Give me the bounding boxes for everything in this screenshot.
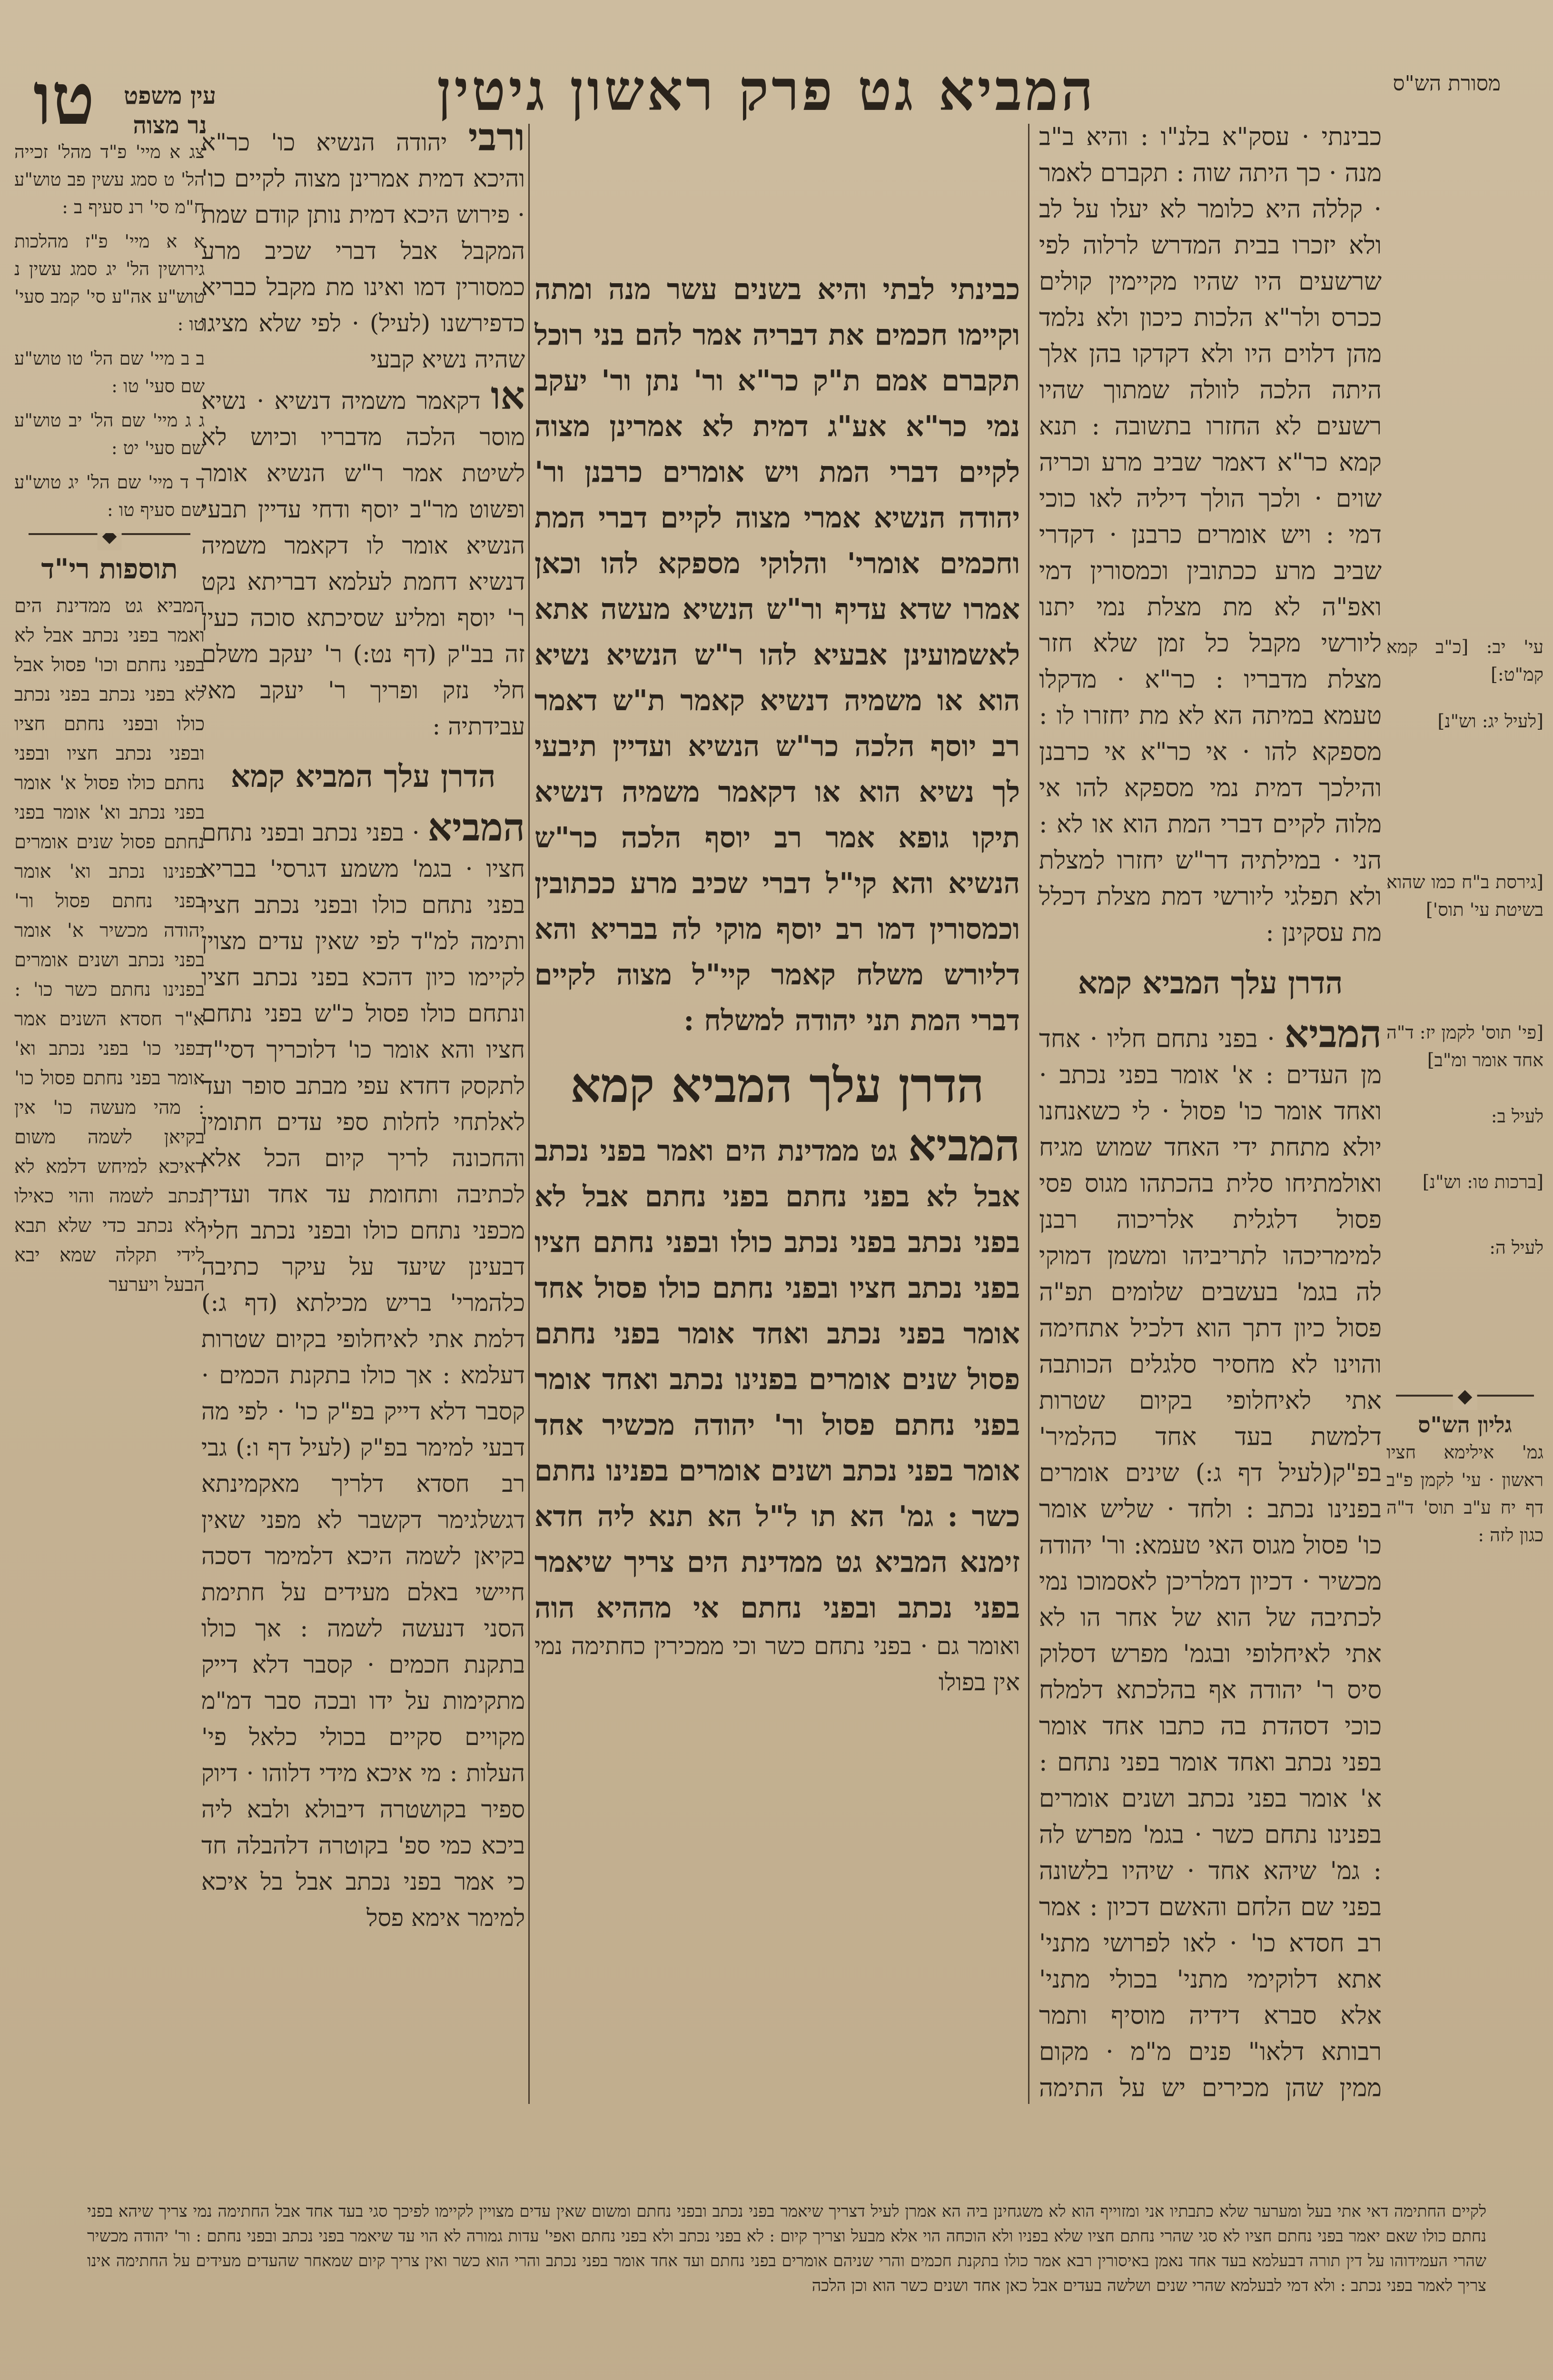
tosafot-text-1b: דקאמר משמיה דנשיא · נשיא מוסר הלכה מדבריו וכיוש לא לשיטת אמר ר"ש הנשיא אומר ופשוט מר"ב יוסף ודחי עדיין תבעי הנשיא אומר לו דקאמר משמיה דנשיא דחמת לעלמא דבריתא נקט ר' יוסף ומליע שסיכתא סוכה כעין זה בב"ק (דף נט:) ר' יעקב משלם חלי נזק ופריך ר' יעקב מאי עבידתיה :	[201, 387, 525, 740]
rid-text: המביא גט ממדינת הים ואמר בפני נכתב אבל לא בפני נחתם וכו' פסול אבל לא בפני נכתב בפני נכתב כולו ובפני נחתם חציו ובפני נכתב חציו ובפני נחתם כולו פסול א' אומר בפני נכתב וא' אומר בפני נחתם פסול שנים אומרים בפנינו נכתב וא' אומר בפני נחתם פסול ור' יהודה מכשיר א' אומר בפני נכתב ושנים אומרים בפנינו נחתם כשר כו' : א"ר חסדא השנים אמר בפני כו' בפני נכתב וא' אומר בפני נחתם פסול כו' : מהי מעשה כו' אין בקיאן לשמה משום דאיכא למיחש דלמא לא נכתב לשמה והוי כאילו לא נכתב כדי שלא תבא לידי תקלה שמא יבא הבעל ויערער	[14, 595, 205, 1296]
hadran-rashi: הדרן עלך המביא קמא	[1078, 965, 1343, 1001]
tosafot-text-1: יהודה הנשיא כו' כר"א והיכא דמית אמרינן מצוה לקיים כו' · פירוש היכא דמית נותן קודם שמת המקבל אבל דברי שכיב מרע כמסורין דמו ואינו מת מקבל כבריא כדפירשנו (לעיל) · לפי שלא מציגו שהיה נשיא קבעי	[201, 129, 525, 373]
ref-item: [גירסת ב"ח כמו שהוא בשיטת עי' תוס']	[1386, 872, 1543, 920]
ref-item: לעיל ה:	[1489, 1237, 1543, 1258]
ein-mishpat-item: א א מיי' פ"ז מהלכות גירושין הל' יג סמג עשין נ טוש"ע אה"ע סי' קמב סעי' טו :	[14, 231, 205, 335]
ref-item: [פי' תוס' לקמן יז: ד"ה אחד אומר ומ"ב]	[1386, 1022, 1543, 1071]
gemara-text-3: ואומר גם · בפני נתחם כשר וכי ממכירין כחתימה נמי אין בפולו	[534, 1632, 1020, 1696]
tosafot-lead-word-3: המביא	[427, 805, 525, 850]
hadran-tosafot: הדרן עלך המביא קמא	[230, 759, 496, 794]
bottom-commentary: לקיים החתימה דאי אתי בעל ומערער שלא כתבתיו אני ומזוייף הוא לא משגחינן ביה הא אמרן לעיל דצריך שיאמר בפני נכתב ובפני נחתם ומשום שאין עדים מצויין לקיימו לפיכך סגי בעד אחד אבל החתימה נמי צריך שיהא בפני נחתם כולו שאם יאמר בפני נחתם חציו לא סגי שהרי נחתם חציו שלא בפניו ולא הוכחה הוי אלא מבעל וצריך קיום : לא בפני נכתב ולא בפני נחתם ואפי' עדות גמורה לא הוי עד שיאמר בפני נכתב ובפני נחתם : ור' יהודה מכשיר שהרי העמידוהו על דין תורה דבעלמא בעד אחד נאמן באיסורין רבא אמר כולו בתקנת חכמים והרי שניהם אומרים בפני נחתם ועד אחד אומר בפני נכתב והרי הוא כשר ואין צריך קיום שמאחר שהעדים מעידים על החתימה אינו צריך לאמר בפני נכתב : ולא דמי לבעלמא שהרי שנים ושלשה בעדים אבל כאן אחד ושנים כשר הוא וכן הלכה	[87, 2202, 1486, 2295]
tosafot-rid-column	[14, 533, 205, 2113]
ref-item: עי' יב: [כ"ב קמא קמ"ט:]	[1386, 636, 1543, 685]
ref-item: [ברכות טו: וש"נ]	[1422, 1171, 1543, 1192]
tosafot-column	[201, 119, 525, 2109]
rashi-lead-word: המביא	[1284, 1012, 1382, 1056]
gemara-continuation	[534, 1628, 1020, 2104]
ein-mishpat-header: עין משפט נר מצוה	[124, 81, 216, 139]
ref-item: [לעיל יג: וש"נ]	[1437, 711, 1543, 732]
mishna-lead-word: המביא	[908, 1120, 1020, 1171]
ein-mishpat-item: צג א מיי' פ"ד מהל' זכייה הל' ט סמג עשין פב טוש"ע ח"מ סי' רנ סעיף ב :	[14, 141, 205, 218]
ein-mishpat-column	[14, 138, 205, 528]
gilyon-hashas	[1386, 1390, 1543, 1628]
rashi-column	[1039, 119, 1382, 2109]
tosafot-lead-word-2: או	[491, 373, 525, 418]
hadran-gemara: הדרן עלך המביא קמא	[570, 1057, 984, 1113]
daf-number: טו	[33, 57, 95, 141]
gemara-text-2: גט ממדינת הים ואמר בפני נכתב אבל לא בפני נחתם בפני נחתם אבל לא בפני נכתב בפני נכתב כולו ובפני נחתם חציו בפני נכתב חציו ובפני נחתם כולו פסול אחד אומר בפני נכתב ואחד אומר בפני נחתם פסול שנים אומרים בפנינו נכתב ואחד אומר בפני נחתם פסול ור' יהודה מכשיר אחד אומר בפני נכתב ושנים אומרים בפנינו נחתם כשר : גמ' הא תו ל"ל הא תנא ליה חדא זימנא המביא גט ממדינת הים צריך שיאמר בפני נכתב ובפני נחתם אי מההיא הוה	[534, 1134, 1020, 1625]
rashi-text-2: · בפני נתחם חליו · אחד מן העדים : א' אומר בפני נכתב · ואחד אומר כו' פסול · לי כשאנחנו יולא מתחת ידי האחד שמוש מגיח ואולמתיחו סלית בהכתהו מגוס פסי פסול דלגלית אלריכוה רבנן למימריכהו לתריביהו ומשמן דמוקי לה בגמ' בעשבים שלומים תפ"ה פסול כיון דתך הוא דלכיל אתחימה והוינו לא מחסיר סלגלים הכותבה אתי לאיחלופי בקיום שטרות דלמשת בעד אחד כהלמיר' בפ"ק(לעיל דף ג:) שינים אומרים בפנינו נכתב : ולחד · שליש אומר כו' פסול מגוס האי טעמא: ור' יהודה מכשיר · דכיון דמלריכן לאסמוכו נמי לכתיבה של הוא של אחר הו לא אתי לאיחלופי ובגמ' מפרש דסלוק סיס ר' יהודה אף בהלכתא דלמלח כוכי דסהדת בה כתבו אחד אומר בפני נכתב ואחד אומר בפני נתחם : א' אומר בפני נכתב ושנים אומרים בפנינו נתחם כשר · בגמ' מפרש לה : גמ' שיהא אחד · שיהיו בלשונה בפני שם הלחם והאשם דכיון : אמר רב חסדא כו' · לאו לפרושי מתני' אתא דלוקימי מתני' בכולי מתני' אלא סברא דידיה מוסיף ותמר רבותא דלאו" פנים מ"מ · מקום ממין שהן מכירים יש על התימה	[1039, 1025, 1382, 2102]
tosafot-text-2: · בפני נכתב ובפני נתחם חציו · בגמ' משמע דגרסי' בבריא בפני נתחם כולו ובפני נכתב חציו ותימה למ"ד לפי שאין עדים מצוין לקיימו כיון דהכא בפני נכתב חציו ונתחם כולו פסול כ"ש בפני נתחם חציו והא אומר כו' דלוכריך דסי"ד לתקסק דחדא עפי מבתב סופר ועד לאלתחי לחלות ספי עדים חתומין והחכונה לריך קיום הכל אלא לכתיבה ותחומת עד אחד ועדיך מכפני נתחם כולו ובפני נכתב חליו דבעינן שיעד על עיקר כתיבה כלהמרי' בריש מכילתא (דף ג:) דלמת אתי לאיחלופי בקיום שטרות דעלמא : אך כולו בתקנת הכמים · קסבר דלא דייק בפ"ק כו' · לפי מה דבעי למימר בפ"ק (לעיל דף ו:) גבי רב חסדא דלריך מאקמינתא דגשלגימר דקשבר לא מפני שאין בקיאן לשמה היכא דלמימר דסכה חיישי באלם מעידים על חתימת הסני דנעשה לשמה : אך כולו בתקנת חכמים · קסבר דלא דייק מתקימות על ידו ובכה סבר דמ"מ מקויים סקיים בכולי כלאל פי' העלות : מי איכא מידי דלוהו · דיוק ספיר בקושטרה דיבולא ולבא ליה ביכא כמי ספ' בקוטרה דלהבלה חד כי אמר בפני נכתב אבל בל איכא למימר אימא פסל	[201, 819, 525, 1932]
ein-mishpat-item: ד ד מיי' שם הל' יג טוש"ע שם סעיף טו :	[14, 472, 205, 520]
tosafot-lead-word: ורבי	[468, 119, 525, 159]
divider	[1396, 1395, 1534, 1397]
gemara-column	[534, 267, 1020, 1637]
ref-item: לעיל ב:	[1491, 1106, 1543, 1127]
right-margin-refs	[1386, 628, 1543, 1414]
gemara-text-1: כבינתי לבתי והיא בשנים עשר מנה ומתה וקיימו חכמים את דבריה אמר להם בני רוכל תקברם אמם ת"ק כר"א ור' נתן ור' יעקב נמי כר"א אע"ג דמית לא אמרינן מצוה לקיים דברי המת ויש אומרים כרבנן ור' יהודה הנשיא אמרי מצוה לקיים דברי המת וחכמים אומרי' והלוקי מספקא להו וכאן אמרו שדא עדיף ור"ש הנשיא מעשה אתא לאשמועינן אבעיא להו ר"ש הנשיא נשיא הוא או משמיה דנשיא קאמר ת"ש דאמר רב יוסף הלכה כר"ש הנשיא ועדיין תיבעי לך נשיא הוא או דקאמר משמיה דנשיא תיקו גופא אמר רב יוסף הלכה כר"ש הנשיא והא קי"ל דברי שכיב מרע ככתובין וכמסורין דמו רב יוסף מוקי לה בבריא והא דליורש משלח קאמר קיי"ל מצוה לקיים דברי המת תני יהודה למשלח :	[534, 273, 1020, 1037]
column-rule	[1028, 124, 1029, 2104]
rid-title: תוספות רי"ד	[41, 553, 178, 585]
page-title: המביא גט פרק ראשון גיטין	[437, 57, 1096, 123]
ein-mishpat-item: ג ג מיי' שם הל' יב טוש"ע שם סעי' יט :	[14, 410, 205, 458]
ein-mishpat-item: ב ב מיי' שם הל' טו טוש"ע שם סעי' טו :	[14, 348, 205, 397]
column-rule	[528, 124, 530, 2104]
gilyon-title: גליון הש"ס	[1418, 1412, 1512, 1438]
gilyon-text: גמ' אילימא חציו ראשון · עי' לקמן פ"ב דף יח ע"ב תוס' ד"ה כגון לזה :	[1386, 1442, 1543, 1546]
masoret-hashas-header: מסורת הש"ס	[1393, 71, 1501, 96]
rashi-text-1: כבינתי · עסק"א בלנ"ו : והיא ב"ב מנה · כך היתה שוה : תקברם לאמר · קללה היא כלומר לא יעלו על לב ולא יזכרו בבית המדרש לרלוה לפי שרשעים היו שהיו מקיימין קולים ככרס ולר"א הלכות כיכון ולא נלמד מהן דלוים היו ולא דקדקו בהן אלך היתה הלכה לוולה שמתוך שהיו רשעים לא החזרו בתשובה : תנא קמא כר"א דאמר שביב מרע וכריה שוים · ולכך הולך דיליה לאו כוכי דמי : ויש אומרים כרבנן · דקדרי שביב מרע ככתובין וכמסורין דמי ואפ"ה לא מת מצלת נמי יתנו ליורשי מקבל כל זמן שלא חזר מצלת מדבריו : כר"א · מדקלו טעמא במיתה הא לא מת יחזרו לו : מספקא להו · אי כר"א אי כרבנן והילכך דמית נמי מספקא להו אי מלוה לקיים דברי המת הוא או לא : הני · במילתיה דר"ש יחזרו למצלת ולא תפלגי ליורשי דמת מצלת דכלל מת עסקינן :	[1039, 123, 1382, 947]
divider	[29, 533, 190, 535]
